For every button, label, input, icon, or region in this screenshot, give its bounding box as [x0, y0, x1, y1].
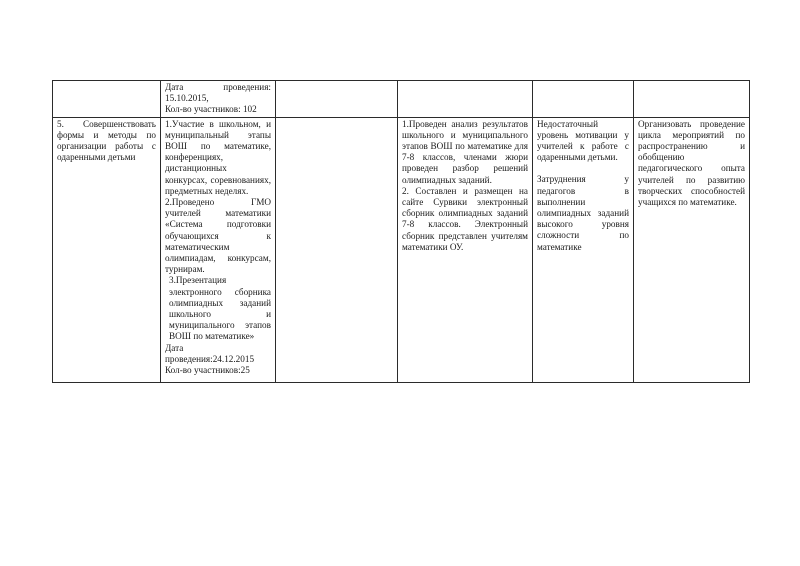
table-cell-activities — [161, 81, 276, 118]
table-cell-problems — [533, 117, 634, 382]
table-cell-plans — [634, 117, 750, 382]
task-text: 5. Совершенствовать формы и методы по организации работы с одаренными детьми — [57, 118, 156, 163]
table-row — [53, 81, 750, 118]
participants-count: Кол-во участников:25 — [165, 365, 250, 376]
paragraph-gap — [537, 163, 629, 174]
activity-item-2: 2.Проведено ГМО учителей математики «Система подготовки обучающихся к математическим олимпиадам, конкурсам, турнирам. — [165, 197, 271, 275]
table-cell-empty — [276, 117, 398, 382]
activity-item-1: 1.Участие в школьном, и муниципальный этапы ВОШ по математике, конференциях, дистанционных конкурсах, соревнованиях, предметных неделях. — [165, 118, 271, 196]
problem-item-2: Затруднения у педагогов в выполнении олимпиадных заданий высокого уровня сложности по математике — [537, 174, 629, 252]
event-date: Дата проведения:24.12.2015 — [165, 342, 255, 364]
table-cell-problems — [533, 81, 634, 118]
table-row — [53, 117, 750, 382]
table-cell-task — [53, 117, 161, 382]
event-date-label: Дата проведения: — [165, 82, 271, 92]
table-cell-activities — [161, 117, 276, 382]
result-item-2: 2. Составлен и размещен на сайте Сурвики электронный сборник олимпиадных заданий 7-8 классов. Электронный сборник представлен учителям математики ОУ. — [402, 185, 528, 252]
table-cell-results — [398, 81, 533, 118]
table-cell-results — [398, 117, 533, 382]
event-date-value: 15.10.2015, — [165, 93, 209, 104]
table-cell-plans — [634, 81, 750, 118]
participants-count: Кол-во участников: 102 — [165, 104, 257, 115]
problem-item-1: Недостаточный уровень мотивации у учителей к работе с одаренными детьми. — [537, 118, 629, 163]
result-item-1: 1.Проведен анализ результатов школьного и муниципального этапов ВОШ по математике для 7-8 классов, членами жюри проведен разбор решений олимпиадных заданий. — [402, 118, 528, 185]
table-cell-empty — [276, 81, 398, 118]
activity-item-3: 3.Презентация электронного сборника олимпиадных заданий школьного и муниципального этапов ВОШ по математике» — [169, 275, 271, 342]
plan-text: Организовать проведение цикла мероприятий по распространению и обобщению педагогического опыта учителей по развитию творческих способностей учащихся по математике. — [638, 118, 745, 208]
table-cell-task — [53, 81, 161, 118]
report-table — [52, 80, 750, 383]
